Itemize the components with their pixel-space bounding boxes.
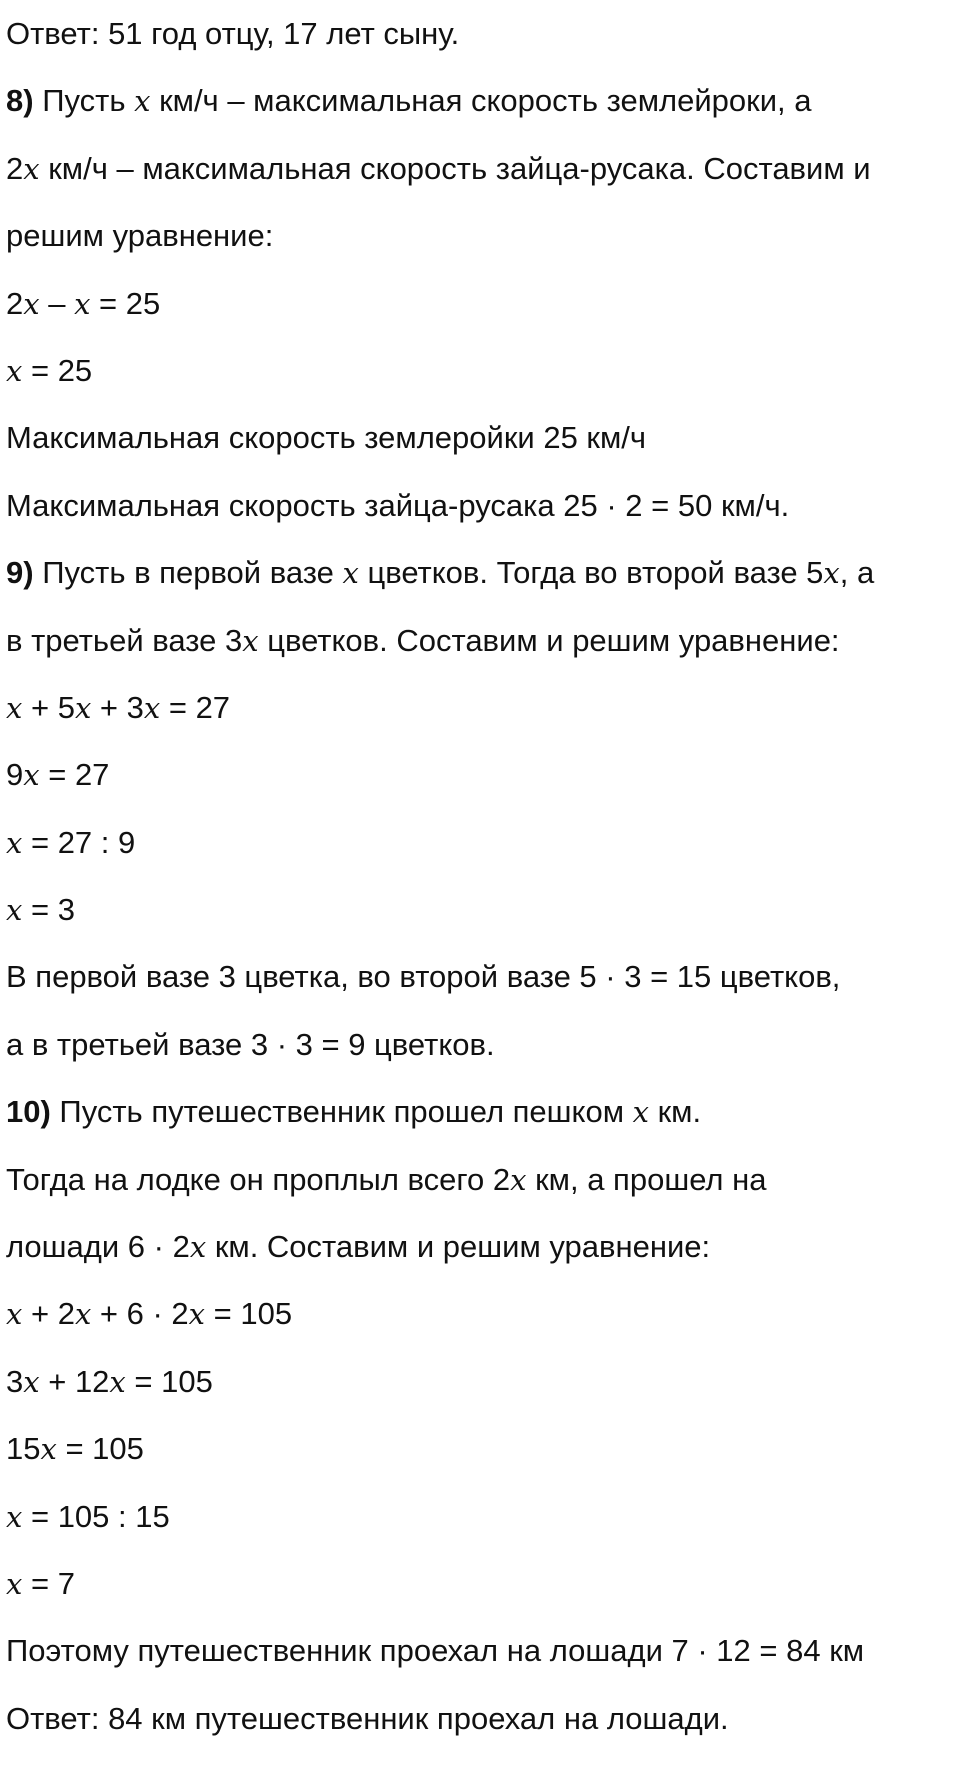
problem-number: 10) xyxy=(6,1094,51,1130)
document-page xyxy=(6,14,956,1766)
text-segment: км/ч – максимальная скорость зайца-русака. Составим и xyxy=(39,150,871,186)
text-line xyxy=(6,823,956,890)
math-variable: x xyxy=(188,1297,206,1332)
math-variable: x xyxy=(823,556,840,591)
math-variable: x xyxy=(23,286,40,321)
text-segment: – xyxy=(39,285,75,321)
text-line xyxy=(6,1227,956,1294)
text-segment: 2 xyxy=(6,150,24,186)
math-variable: x xyxy=(40,1432,57,1467)
math-variable: x xyxy=(23,151,40,186)
text-segment: + 6 · 2 xyxy=(91,1296,189,1332)
text-segment: = 25 xyxy=(90,285,161,321)
text-segment: , а xyxy=(839,555,875,591)
text-segment: + 3 xyxy=(91,689,144,725)
text-line xyxy=(6,957,956,1024)
math-variable: x xyxy=(6,825,23,860)
text-segment: + 2 xyxy=(22,1296,75,1332)
text-segment: Поэтому путешественник проехал на лошади 7 · 12 = 84 км xyxy=(6,1633,865,1669)
text-line xyxy=(6,890,956,957)
math-variable: x xyxy=(134,84,151,119)
math-variable: x xyxy=(242,623,259,658)
math-variable: x xyxy=(632,1095,649,1130)
text-segment: + 12 xyxy=(39,1363,110,1399)
text-segment: 9 xyxy=(6,757,24,793)
text-segment: Пусть путешественник прошел пешком xyxy=(50,1094,633,1130)
text-segment: цветков. Тогда во второй вазе 5 xyxy=(358,555,824,591)
text-segment: Максимальная скорость землеройки 25 км/ч xyxy=(6,420,647,456)
text-line xyxy=(6,688,956,755)
text-segment: км, а прошел на xyxy=(526,1161,767,1197)
text-segment: = 105 xyxy=(56,1431,144,1467)
text-segment: 15 xyxy=(6,1431,41,1467)
text-segment: решим уравнение: xyxy=(6,218,274,254)
text-segment: = 27 xyxy=(39,757,110,793)
text-segment: а в третьей вазе 3 · 3 = 9 цветков. xyxy=(6,1026,495,1062)
text-segment: = 7 xyxy=(22,1565,75,1601)
text-line xyxy=(6,1429,956,1496)
math-variable: x xyxy=(6,1499,23,1534)
text-line xyxy=(6,1025,956,1092)
text-line xyxy=(6,14,956,81)
text-segment: км. xyxy=(648,1094,702,1130)
math-variable: x xyxy=(6,353,23,388)
text-segment: = 27 : 9 xyxy=(22,824,136,860)
math-variable: x xyxy=(6,1566,23,1601)
text-segment: 3 xyxy=(6,1363,24,1399)
text-segment: В первой вазе 3 цветка, во второй вазе 5 · 3 = 15 цветков, xyxy=(6,959,841,995)
text-segment: = 105 xyxy=(205,1296,293,1332)
math-variable: x xyxy=(74,286,91,321)
text-line xyxy=(6,755,956,822)
text-segment: = 27 xyxy=(160,689,231,725)
math-variable: x xyxy=(189,1230,207,1265)
text-line xyxy=(6,1699,956,1766)
math-variable: x xyxy=(74,690,92,725)
math-variable: x xyxy=(510,1162,527,1197)
text-line xyxy=(6,553,956,620)
text-segment: = 25 xyxy=(22,352,93,388)
text-line xyxy=(6,216,956,283)
problem-number: 9) xyxy=(6,555,34,591)
text-segment: в третьей вазе 3 xyxy=(6,622,243,658)
text-segment: = 3 xyxy=(22,892,75,928)
text-line xyxy=(6,1497,956,1564)
text-line xyxy=(6,621,956,688)
text-line xyxy=(6,486,956,553)
text-segment: Пусть в первой вазе xyxy=(33,555,343,591)
text-line xyxy=(6,1631,956,1698)
math-variable: x xyxy=(6,893,23,928)
text-segment: = 105 : 15 xyxy=(22,1498,170,1534)
math-variable: x xyxy=(143,690,161,725)
text-segment: 2 xyxy=(6,285,24,321)
text-segment: цветков. Составим и решим уравнение: xyxy=(258,622,840,658)
math-variable: x xyxy=(6,690,23,725)
math-variable: x xyxy=(109,1364,126,1399)
math-variable: x xyxy=(74,1297,92,1332)
problem-number: 8) xyxy=(6,83,34,119)
text-segment: Тогда на лодке он проплыл всего 2 xyxy=(6,1161,511,1197)
text-line xyxy=(6,284,956,351)
text-segment: = 105 xyxy=(125,1363,213,1399)
text-segment: лошади 6 · 2 xyxy=(6,1229,190,1265)
text-line xyxy=(6,1294,956,1361)
text-segment: Максимальная скорость зайца-русака 25 · 2 = 50 км/ч. xyxy=(6,487,790,523)
text-segment: км. Составим и решим уравнение: xyxy=(206,1229,711,1265)
text-line xyxy=(6,1564,956,1631)
text-segment: Пусть xyxy=(33,83,135,119)
text-line xyxy=(6,1362,956,1429)
text-line xyxy=(6,81,956,148)
text-segment: + 5 xyxy=(22,689,75,725)
math-variable: x xyxy=(23,1364,40,1399)
text-line xyxy=(6,1160,956,1227)
text-line xyxy=(6,418,956,485)
text-segment: км/ч – максимальная скорость землейроки, а xyxy=(150,83,812,119)
text-line xyxy=(6,351,956,418)
math-variable: x xyxy=(6,1297,23,1332)
text-line xyxy=(6,149,956,216)
text-segment: Ответ: 84 км путешественник проехал на лошади. xyxy=(6,1700,729,1736)
text-segment: Ответ: 51 год отцу, 17 лет сыну. xyxy=(6,16,460,51)
math-variable: x xyxy=(342,556,359,591)
text-line xyxy=(6,1092,956,1159)
math-variable: x xyxy=(23,758,40,793)
